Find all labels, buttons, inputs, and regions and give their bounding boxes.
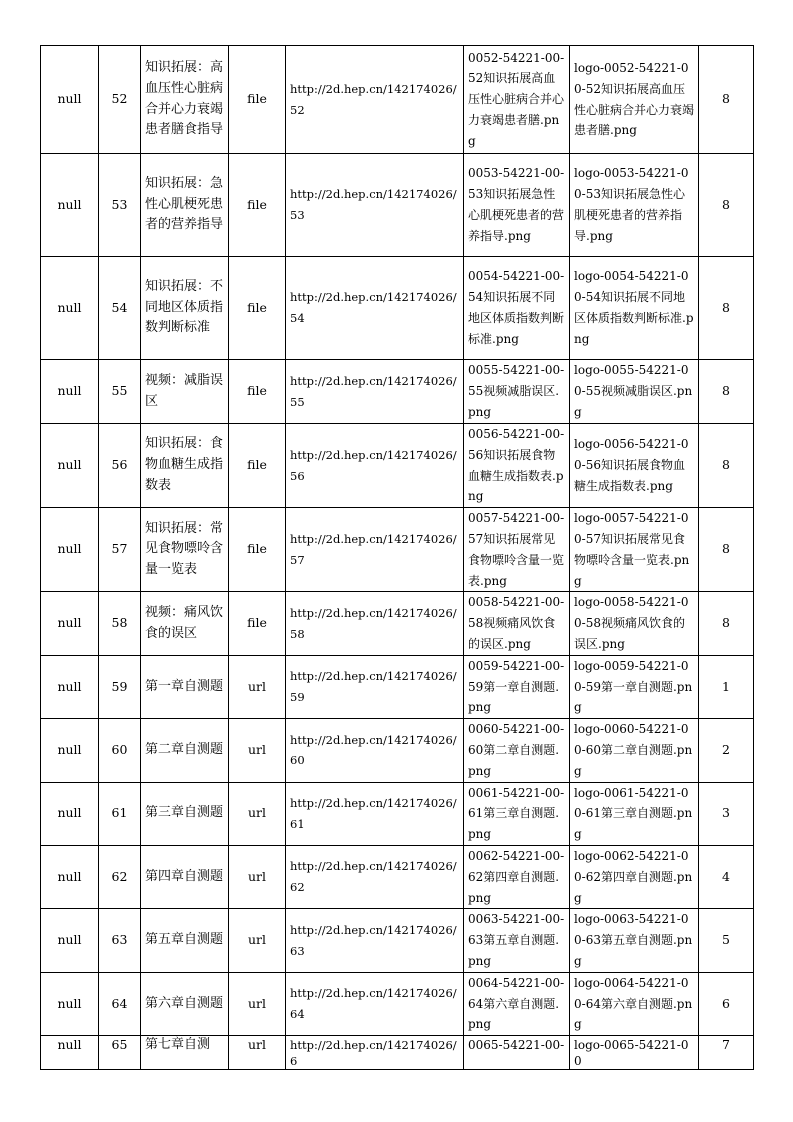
row-url-cell: http://2d.hep.cn/142174026/56: [286, 424, 464, 508]
row-title-cell: 第三章自测题: [141, 782, 229, 845]
row-logo-cell: logo-0064-54221-00-64第六章自测题.png: [570, 972, 699, 1035]
row-url-cell: http://2d.hep.cn/142174026/55: [286, 360, 464, 424]
table-row: [41, 909, 754, 972]
row-id-cell: null: [41, 154, 99, 257]
row-id-cell: null: [41, 655, 99, 718]
row-type-cell: url: [229, 972, 286, 1035]
row-number-cell: 63: [99, 909, 141, 972]
table-row: [41, 1036, 754, 1070]
row-type-cell: url: [229, 655, 286, 718]
table-row: [41, 154, 754, 257]
row-type-cell: url: [229, 845, 286, 908]
row-logo-cell: logo-0056-54221-00-56知识拓展食物血糖生成指数表.png: [570, 424, 699, 508]
row-count-cell: 3: [699, 782, 754, 845]
table-row: [41, 360, 754, 424]
row-type-cell: url: [229, 1036, 286, 1070]
row-logo-cell: logo-0054-54221-00-54知识拓展不同地区体质指数判断标准.png: [570, 257, 699, 360]
row-number-cell: 65: [99, 1036, 141, 1070]
row-count-cell: 6: [699, 972, 754, 1035]
row-filename-cell: 0061-54221-00-61第三章自测题.png: [464, 782, 570, 845]
table-row: [41, 46, 754, 154]
row-type-cell: file: [229, 257, 286, 360]
row-title-cell: 第四章自测题: [141, 845, 229, 908]
row-type-cell: url: [229, 719, 286, 782]
row-id-cell: null: [41, 424, 99, 508]
row-type-cell: file: [229, 154, 286, 257]
row-id-cell: null: [41, 719, 99, 782]
row-count-cell: 8: [699, 46, 754, 154]
table-body: [41, 46, 754, 1070]
row-url-cell: http://2d.hep.cn/142174026/57: [286, 508, 464, 592]
row-id-cell: null: [41, 845, 99, 908]
row-logo-cell: logo-0052-54221-00-52知识拓展高血压性心脏病合并心力衰竭患者膳.png: [570, 46, 699, 154]
resource-table: [40, 45, 754, 1070]
table-row: [41, 592, 754, 655]
row-title-cell: 视频：减脂误区: [141, 360, 229, 424]
row-url-cell: http://2d.hep.cn/142174026/6: [286, 1036, 464, 1070]
row-number-cell: 52: [99, 46, 141, 154]
row-number-cell: 53: [99, 154, 141, 257]
row-count-cell: 1: [699, 655, 754, 718]
row-count-cell: 5: [699, 909, 754, 972]
row-filename-cell: 0052-54221-00-52知识拓展高血压性心脏病合并心力衰竭患者膳.png: [464, 46, 570, 154]
row-title-cell: 视频：痛风饮食的误区: [141, 592, 229, 655]
row-number-cell: 60: [99, 719, 141, 782]
row-count-cell: 2: [699, 719, 754, 782]
row-filename-cell: 0054-54221-00-54知识拓展不同地区体质指数判断标准.png: [464, 257, 570, 360]
row-url-cell: http://2d.hep.cn/142174026/62: [286, 845, 464, 908]
table-row: [41, 719, 754, 782]
table-row: [41, 508, 754, 592]
row-number-cell: 55: [99, 360, 141, 424]
row-number-cell: 54: [99, 257, 141, 360]
row-url-cell: http://2d.hep.cn/142174026/52: [286, 46, 464, 154]
row-filename-cell: 0063-54221-00-63第五章自测题.png: [464, 909, 570, 972]
table-row: [41, 257, 754, 360]
row-id-cell: null: [41, 782, 99, 845]
row-title-cell: 第六章自测题: [141, 972, 229, 1035]
row-filename-cell: 0062-54221-00-62第四章自测题.png: [464, 845, 570, 908]
row-url-cell: http://2d.hep.cn/142174026/59: [286, 655, 464, 718]
row-title-cell: 知识拓展：常见食物嘌呤含量一览表: [141, 508, 229, 592]
row-logo-cell: logo-0059-54221-00-59第一章自测题.png: [570, 655, 699, 718]
row-count-cell: 8: [699, 592, 754, 655]
row-filename-cell: 0065-54221-00-: [464, 1036, 570, 1070]
row-id-cell: null: [41, 508, 99, 592]
row-title-cell: 第二章自测题: [141, 719, 229, 782]
row-number-cell: 57: [99, 508, 141, 592]
row-number-cell: 64: [99, 972, 141, 1035]
row-url-cell: http://2d.hep.cn/142174026/61: [286, 782, 464, 845]
row-id-cell: null: [41, 360, 99, 424]
row-logo-cell: logo-0063-54221-00-63第五章自测题.png: [570, 909, 699, 972]
row-logo-cell: logo-0061-54221-00-61第三章自测题.png: [570, 782, 699, 845]
row-number-cell: 58: [99, 592, 141, 655]
row-filename-cell: 0064-54221-00-64第六章自测题.png: [464, 972, 570, 1035]
row-id-cell: null: [41, 46, 99, 154]
row-number-cell: 61: [99, 782, 141, 845]
row-url-cell: http://2d.hep.cn/142174026/64: [286, 972, 464, 1035]
table-row: [41, 972, 754, 1035]
row-title-cell: 第七章自测: [141, 1036, 229, 1070]
row-url-cell: http://2d.hep.cn/142174026/60: [286, 719, 464, 782]
row-filename-cell: 0053-54221-00-53知识拓展急性心肌梗死患者的营养指导.png: [464, 154, 570, 257]
row-type-cell: file: [229, 592, 286, 655]
table-row: [41, 424, 754, 508]
row-id-cell: null: [41, 972, 99, 1035]
row-logo-cell: logo-0060-54221-00-60第二章自测题.png: [570, 719, 699, 782]
row-logo-cell: logo-0062-54221-00-62第四章自测题.png: [570, 845, 699, 908]
row-count-cell: 8: [699, 257, 754, 360]
table-row: [41, 655, 754, 718]
row-id-cell: null: [41, 1036, 99, 1070]
row-logo-cell: logo-0053-54221-00-53知识拓展急性心肌梗死患者的营养指导.png: [570, 154, 699, 257]
row-type-cell: url: [229, 909, 286, 972]
row-count-cell: 8: [699, 360, 754, 424]
row-filename-cell: 0055-54221-00-55视频减脂误区.png: [464, 360, 570, 424]
row-type-cell: file: [229, 360, 286, 424]
row-count-cell: 8: [699, 424, 754, 508]
row-id-cell: null: [41, 257, 99, 360]
row-title-cell: 第五章自测题: [141, 909, 229, 972]
row-url-cell: http://2d.hep.cn/142174026/63: [286, 909, 464, 972]
row-url-cell: http://2d.hep.cn/142174026/53: [286, 154, 464, 257]
row-logo-cell: logo-0058-54221-00-58视频痛风饮食的误区.png: [570, 592, 699, 655]
row-filename-cell: 0059-54221-00-59第一章自测题.png: [464, 655, 570, 718]
row-id-cell: null: [41, 592, 99, 655]
row-title-cell: 第一章自测题: [141, 655, 229, 718]
row-url-cell: http://2d.hep.cn/142174026/58: [286, 592, 464, 655]
row-count-cell: 7: [699, 1036, 754, 1070]
row-count-cell: 8: [699, 154, 754, 257]
row-id-cell: null: [41, 909, 99, 972]
row-title-cell: 知识拓展：高血压性心脏病合并心力衰竭患者膳食指导: [141, 46, 229, 154]
row-title-cell: 知识拓展：不同地区体质指数判断标准: [141, 257, 229, 360]
row-title-cell: 知识拓展：食物血糖生成指数表: [141, 424, 229, 508]
row-count-cell: 8: [699, 508, 754, 592]
table-row: [41, 782, 754, 845]
row-filename-cell: 0058-54221-00-58视频痛风饮食的误区.png: [464, 592, 570, 655]
row-filename-cell: 0060-54221-00-60第二章自测题.png: [464, 719, 570, 782]
row-count-cell: 4: [699, 845, 754, 908]
row-type-cell: file: [229, 424, 286, 508]
row-type-cell: file: [229, 508, 286, 592]
row-type-cell: file: [229, 46, 286, 154]
row-logo-cell: logo-0057-54221-00-57知识拓展常见食物嘌呤含量一览表.png: [570, 508, 699, 592]
row-logo-cell: logo-0065-54221-00: [570, 1036, 699, 1070]
row-number-cell: 59: [99, 655, 141, 718]
row-logo-cell: logo-0055-54221-00-55视频减脂误区.png: [570, 360, 699, 424]
row-filename-cell: 0056-54221-00-56知识拓展食物血糖生成指数表.png: [464, 424, 570, 508]
row-title-cell: 知识拓展：急性心肌梗死患者的营养指导: [141, 154, 229, 257]
row-number-cell: 56: [99, 424, 141, 508]
row-url-cell: http://2d.hep.cn/142174026/54: [286, 257, 464, 360]
row-type-cell: url: [229, 782, 286, 845]
row-number-cell: 62: [99, 845, 141, 908]
row-filename-cell: 0057-54221-00-57知识拓展常见食物嘌呤含量一览表.png: [464, 508, 570, 592]
table-row: [41, 845, 754, 908]
